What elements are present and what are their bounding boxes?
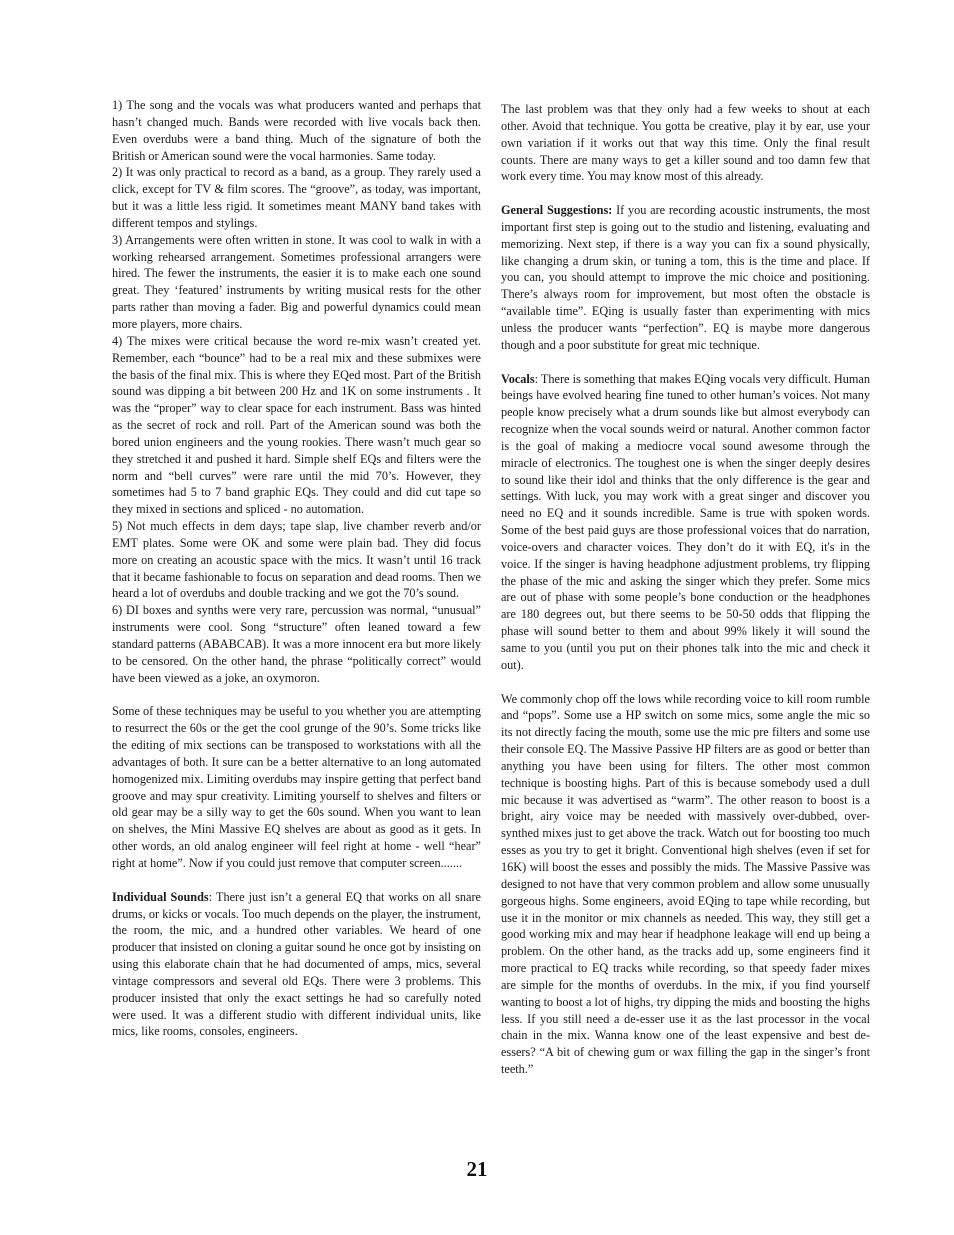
- paragraph-record-as-band: 2) It was only practical to record as a band, as a group. They rarely used a click, except for TV & film scores. The “groove”, as today, was important, but it was a little less rigid. It sometimes meant MANY band takes with different tempos and stylings.: [112, 165, 481, 230]
- paragraph-last-problem: The last problem was that they only had a few weeks to shout at each other. Avoid that technique. You gotta be creative, play it by ear, use your own variation if it works out that way this time. Only the final result counts. There are many ways to get a killer sound and too damn few that work every time. You may know most of this already.: [501, 102, 870, 184]
- heading-individual-sounds: Individual Sounds: [112, 889, 209, 904]
- text-vocals: : There is something that makes EQing vocals very difficult. Human beings have evolved hearing fine tuned to other human’s voices. Not many people know precisely what a drum sounds like but almost everybody can recognize when the vocal sounds weird or natural. Another common factor is the goal of making a mediocre vocal sound awesome through the miracle of electronics. The toughest one is when the singer deeply desires to sound like their idol and thinks that the only difference is the gear and settings. With luck, you may work with a great singer and discover you need no EQ and it sounds incredible. Same is true with spoken words. Some of the best paid guys are those professional voices that do narration, voice-overs and character voices. They don’t do it with EQ, it's in the voice. If the singer is having headphone adjustment problems, try flipping the phase of the mic and asking the singer which they prefer. Some mics are out of phase with some people’s bone conduction or the headphones are 180 degrees out, but there seems to be 50-50 odds that flipping the phase will sound better to them and about 99% likely it will sound the same to you (until you put on their phones talk into the mic and check it out).: [501, 371, 870, 672]
- text-individual-sounds: : There just isn’t a general EQ that works on all snare drums, or kicks or vocals. Too much depends on the player, the instrument, the room, the mic, and a hundred other variables. We heard of one producer that insisted on cloning a guitar sound he once got by insisting on using this elaborate chain that he had documented of amps, mics, several vintage compressors and several old EQs. There were 3 problems. This producer insisted that only the exact settings he had so carefully noted were used. It was a different studio with different individual units, like mics, like rooms, consoles, engineers.: [112, 889, 481, 1039]
- paragraph-vocals: [501, 371, 870, 674]
- paragraph-di-boxes: 6) DI boxes and synths were very rare, percussion was normal, “unusual” instruments were cool. Song “structure” often leaned toward a few standard patterns (ABABCAB). It was a more innocent era but more likely to be censored. On the other hand, the phrase “politically correct” would have been viewed as a joke, an oxymoron.: [112, 603, 481, 685]
- paragraph-techniques: Some of these techniques may be useful to you whether you are attempting to resurrect the 60s or the get the cool grunge of the 90’s. Some tricks like the editing of mix sections can be transposed to workstations with all the advantages of both. It sure can be a better alternative to an long automated homogenized mix. Limiting overdubs may inspire getting that perfect band groove and may spur creativity. Limiting yourself to shelves and filters or old gear may be a silly way to get the 60s sound. When you want to lean on shelves, the Mini Massive EQ shelves are about as good as it gets. In other words, an old analog engineer will feel right at home - well “hear” right at home”. Now if you could just remove that computer screen.......: [112, 704, 481, 870]
- heading-general-suggestions: General Suggestions:: [501, 203, 613, 218]
- paragraph-mixes: 4) The mixes were critical because the word re-mix wasn’t created yet. Remember, each “bounce” had to be a real mix and these submixes were the basis of the final mix. This is where they EQed most. Part of the British sound was dipping a bit between 200 Hz and 1K on some instruments . It was the “proper” way to clear space for each instrument. Bass was hinted as the secret of rock and roll. Part of the American sound was both the bored union engineers and the young rookies. There wasn’t much gear so they stretched it and pushed it hard. Simple shelf EQs and filters were the norm and “bell curves” were rare until the mid 70’s. However, they sometimes had 5 to 7 band graphic EQs. They could and did cut tape so they mixed in sections and spliced - no automation.: [112, 333, 481, 517]
- right-column: [501, 101, 870, 1078]
- paragraph-chop-lows: We commonly chop off the lows while recording voice to kill room rumble and “pops”. Some use a HP switch on some mics, some angle the mic so its not directly facing the mouth, some use the mic pre filters and some use their console EQ. The Massive Passive HP filters are as good or better than anything you have been using for filters. The other most common technique is boosting highs. Part of this is because somebody used a dull mic because it was advertised as “warm”. The other reason to boost is a bright, airy voice may be needed with massively over-dubbed, over-synthed mixes just to get above the track. Watch out for boosting too much esses as you try to get it bright. Conventional high shelves (even if set for 16K) will boost the esses and possibly the mids. The Massive Passive was designed to not have that very common problem and allow some unusually gorgeous highs. Some engineers, avoid EQing to tape while recording, but use it in the monitor or mix channels as needed. This way, they still get a good working mix and may hear if headphone leakage will end up being a problem. On the other hand, as the tracks add up, some engineers find it more practical to EQ tracks while recording, so that speedy fader mixes are simple for the months of overdubs. In the mix, if you find yourself wanting to boost a lot of highs, try dipping the mids and boosting the highs less. If you still need a de-esser use it as the last processor in the vocal chain in the mix. Wanna know one of the least expensive and best de-essers? “A bit of chewing gum or wax filling the gap in the singer’s front teeth.”: [501, 691, 870, 1077]
- paragraph-effects: 5) Not much effects in dem days; tape slap, live chamber reverb and/or EMT plates. Some were OK and some were plain bad. They did focus more on creating an acoustic space with the mics. It wasn’t until 16 track that it became fashionable to focus on separation and dead rooms. Then we heard a lot of overdubs and double tracking and we got the 70’s sound.: [112, 519, 481, 601]
- text-general-suggestions: If you are recording acoustic instruments, the most important first step is going out to the studio and listening, evaluating and memorizing. Next step, if there is a way you can fix a sound physically, like changing a drum skin, or tuning a tom, this is the time and place. If you can, you should attempt to improve the mic choice and positioning. There’s always room for improvement, but most often the obstacle is “available time”. EQing is usually faster than experimenting with mics unless the producer wants “perfection”. EQ is maybe more dangerous though and a poor substitute for great mic technique.: [501, 203, 870, 352]
- heading-vocals: Vocals: [501, 371, 535, 386]
- paragraph-song-vocals: 1) The song and the vocals was what producers wanted and perhaps that hasn’t changed much. Bands were recorded with live vocals back then. Even overdubs were a band thing. Much of the signature of both the British or American sound were the vocal harmonies. Same today.: [112, 98, 481, 163]
- left-column: [112, 97, 481, 1040]
- paragraph-general-suggestions: [501, 202, 870, 354]
- paragraph-individual-sounds: [112, 889, 481, 1041]
- paragraph-arrangements: 3) Arrangements were often written in stone. It was cool to walk in with a working rehearsed arrangement. Sometimes professional arrangers were hired. The fewer the instruments, the easier it is to make each one sound great. They ‘featured’ instruments by writing musical rests for the other parts rather than moving a fader. Big and powerful dynamics could mean more players, more chairs.: [112, 232, 481, 331]
- page-number: 21: [466, 1157, 488, 1181]
